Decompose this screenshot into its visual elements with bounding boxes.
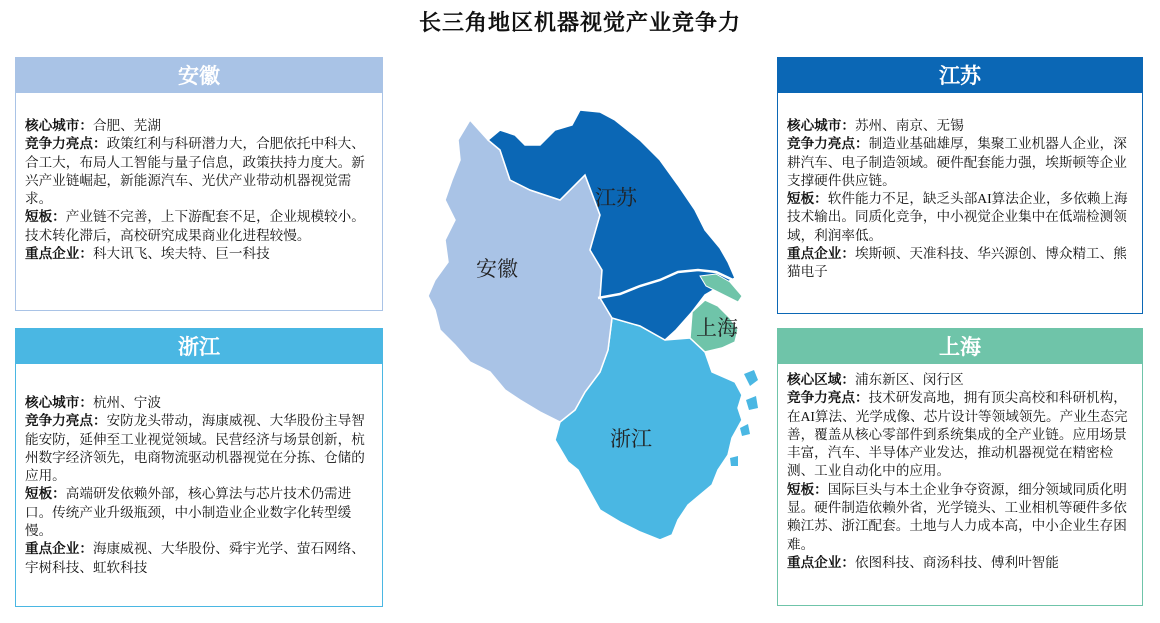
jiangsu-core-row [787,117,1133,135]
jiangsu-firms-text: 埃斯顿、天准科技、华兴源创、博众精工、熊猫电子 [787,246,1127,280]
zhejiang-island [730,456,738,466]
jiangsu-weak-text: 软件能力不足，缺乏头部AI算法企业，多依赖上海技术输出。同质化竞争，中小视觉企业集中在低端检测领域，利润率低。 [787,191,1128,243]
anhui-header: 安徽 [15,57,383,93]
anhui-core-text: 合肥、芜湖 [92,118,161,133]
zhejiang-weak-row [25,485,373,540]
shanghai-strength-row [787,389,1133,480]
shanghai-weak-text: 国际巨头与本土企业争夺资源，细分领域同质化明显。硬件制造依赖外省，光学镜头、工业相机等硬件多依赖江苏、浙江配套。土地与人力成本高，中小企业生存困难。 [787,481,1127,552]
anhui-panel [15,57,383,311]
shanghai-weak-row [787,481,1133,554]
anhui-firms-row [25,245,373,263]
anhui-weak-label: 短板： [25,209,66,225]
anhui-strength-label: 竞争力亮点： [25,136,107,152]
zhejiang-island [740,424,750,436]
zhejiang-weak-text: 高端研发依赖外部，核心算法与芯片技术仍需进口。传统产业升级瓶颈，中小制造业企业数字化转型缓慢。 [25,486,352,539]
anhui-core-row [25,117,373,135]
jiangsu-core-label: 核心城市： [787,118,855,133]
jiangsu-weak-row [787,190,1133,245]
shanghai-core-label: 核心区域： [787,372,855,387]
shanghai-strength-label: 竞争力亮点： [787,390,869,406]
zhejiang-strength-label: 竞争力亮点： [25,413,107,429]
jiangsu-weak-label: 短板： [787,191,828,207]
map-label-jiangsu: 江苏 [595,186,637,210]
jiangsu-strength-text: 制造业基础雄厚，集聚工业机器人企业，深耕汽车、电子制造领域。硬件配套能力强，埃斯顿等企业支撑硬件供应链。 [787,136,1127,188]
jiangsu-firms-label: 重点企业： [787,246,855,262]
shanghai-strength-text: 技术研发高地，拥有顶尖高校和科研机构，在AI算法、光学成像、芯片设计等领域领先。产业生态完善，覆盖从核心零部件到系统集成的全产业链。应用场景丰富，汽车、半导体产业发达，推动机器视觉在精密检测、工业自动化中的应用。 [787,390,1128,479]
zhejiang-body [15,364,383,607]
anhui-core-label: 核心城市： [25,118,93,133]
zhejiang-strength-text: 安防龙头带动，海康威视、大华股份主导智能安防，延伸至工业视觉领域。民营经济与场景创新，杭州数字经济领先，电商物流驱动机器视觉在分拣、仓储的应用。 [25,413,365,484]
zhejiang-core-row [25,394,373,412]
shanghai-header: 上海 [777,328,1143,364]
anhui-weak-row [25,208,373,245]
anhui-firms-label: 重点企业： [25,246,93,262]
zhejiang-firms-text: 海康威视、大华股份、舜宇光学、萤石网络、宇树科技、虹软科技 [25,541,365,575]
shanghai-firms-label: 重点企业： [787,554,855,570]
jiangsu-firms-row [787,245,1133,282]
page-title: 长三角地区机器视觉产业竞争力 [418,10,741,35]
jiangsu-strength-label: 竞争力亮点： [787,136,869,152]
jiangsu-strength-row [787,135,1133,190]
zhejiang-weak-label: 短板： [25,486,66,502]
zhejiang-header: 浙江 [15,328,383,364]
shanghai-firms-text: 依图科技、商汤科技、傅利叶智能 [854,554,1059,570]
zhejiang-island [744,370,758,386]
shanghai-core-row [787,371,1133,389]
shanghai-panel [777,328,1143,606]
anhui-strength-text: 政策红利与科研潜力大，合肥依托中科大、合工大，布局人工智能与量子信息，政策扶持力度大。新兴产业链崛起，新能源汽车、光伏产业带动机器视觉需求。 [25,136,365,207]
shanghai-weak-label: 短板： [787,481,828,497]
anhui-weak-text: 产业链不完善，上下游配套不足，企业规模较小。技术转化滞后，高校研究成果商业化进程较慢。 [25,209,365,243]
jiangsu-header: 江苏 [777,57,1143,93]
map-label-zhejiang: 浙江 [610,427,652,451]
anhui-strength-row [25,135,373,208]
anhui-body [15,93,383,311]
zhejiang-panel [15,328,383,607]
zhejiang-strength-row [25,412,373,485]
zhejiang-firms-row [25,540,373,577]
yangtze-delta-map [400,98,780,558]
map-label-anhui: 安徽 [476,257,518,281]
zhejiang-core-text: 杭州、宁波 [92,395,161,410]
zhejiang-firms-label: 重点企业： [25,541,93,557]
jiangsu-core-text: 苏州、南京、无锡 [854,118,964,133]
map-label-shanghai: 上海 [696,316,738,340]
jiangsu-body [777,93,1143,314]
jiangsu-panel [777,57,1143,314]
shanghai-firms-row [787,554,1133,572]
shanghai-body [777,364,1143,606]
zhejiang-core-label: 核心城市： [25,395,93,410]
shanghai-core-text: 浦东新区、闵行区 [854,372,964,387]
zhejiang-island [746,396,758,410]
anhui-firms-text: 科大讯飞、埃夫特、巨一科技 [92,246,270,262]
